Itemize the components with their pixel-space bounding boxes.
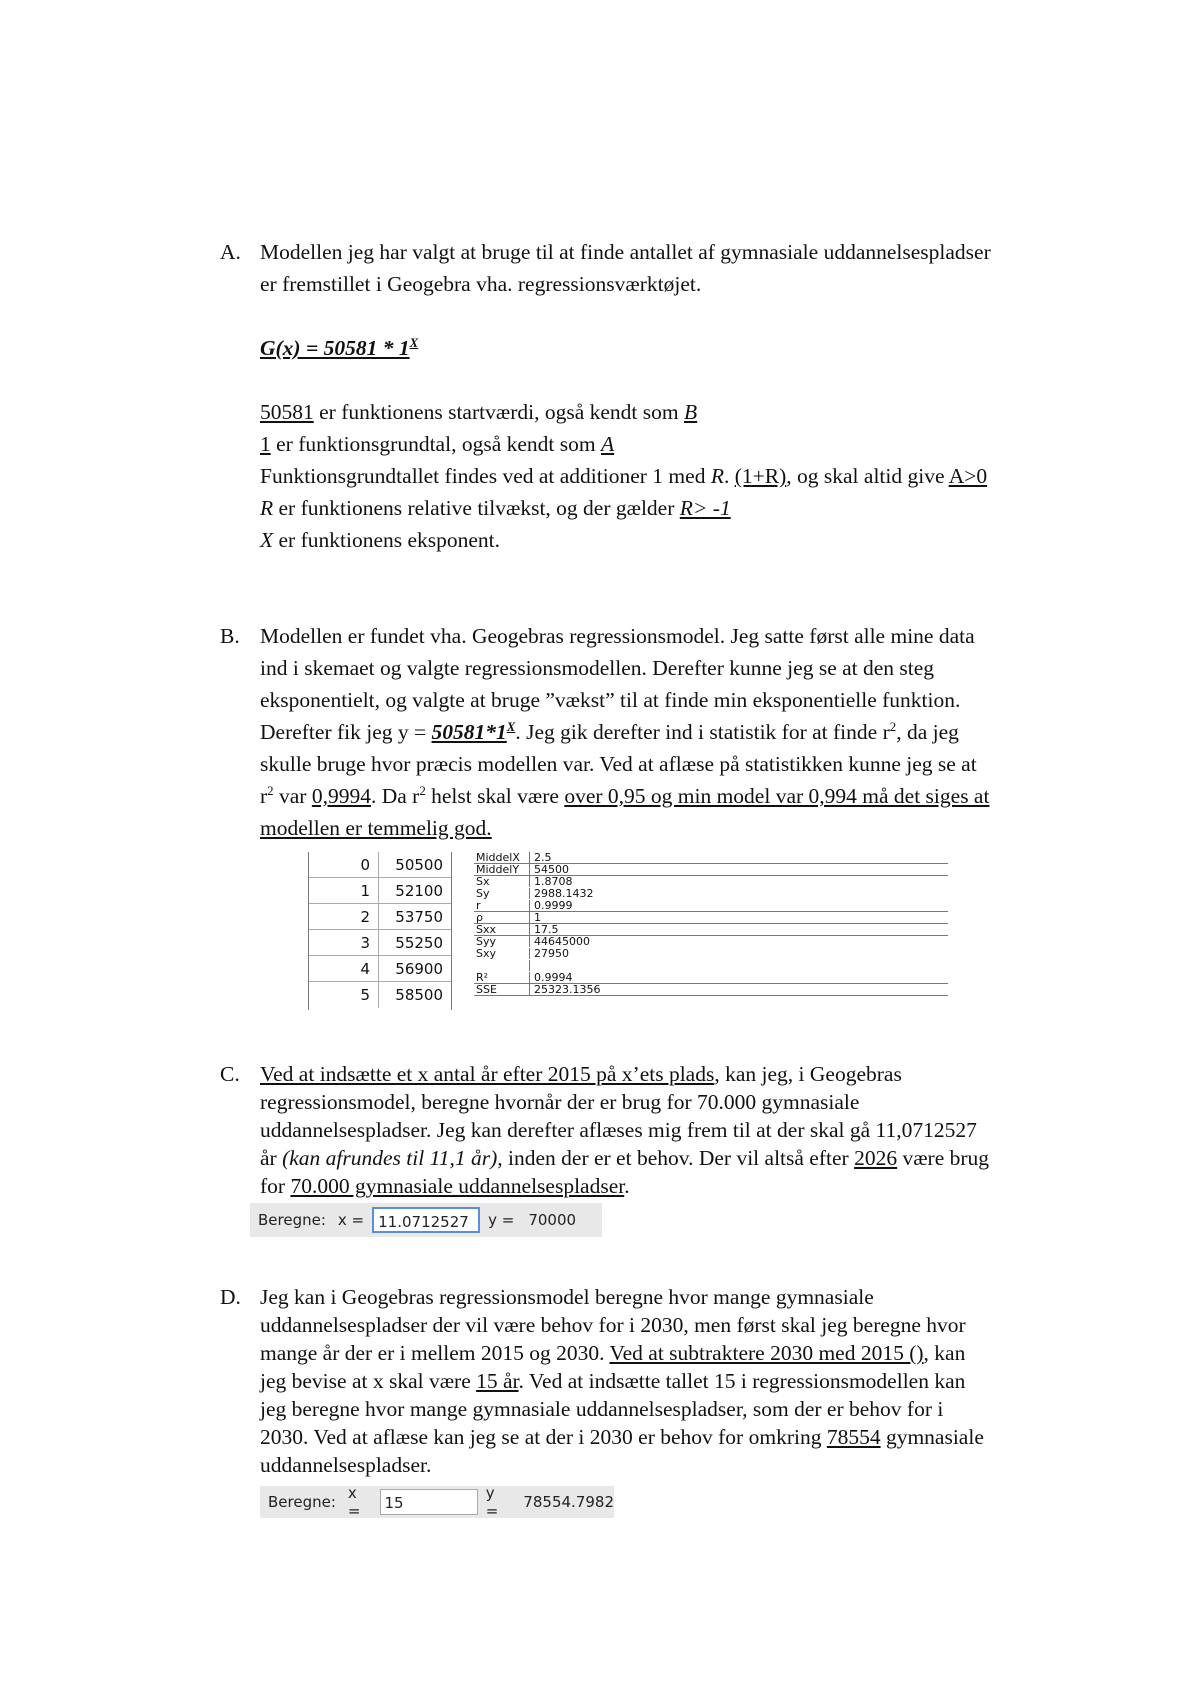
calculate-bar bbox=[250, 1203, 602, 1237]
paragraph-line: uddannelsespladser. Jeg kan derefter aflæses mig frem til at der skal gå 11,0712527 bbox=[260, 1118, 977, 1142]
section-c bbox=[220, 1060, 1100, 1200]
paragraph-line: er fremstillet i Geogebra vha. regressionsværktøjet. bbox=[260, 272, 702, 296]
paragraph-line: skulle bruge hvor præcis modellen var. Ved at aflæse på statistikken kunne jeg se at bbox=[260, 752, 977, 776]
stat-row: R² 0.9994 bbox=[474, 972, 948, 984]
calculate-label: Beregne: bbox=[258, 1211, 326, 1229]
paragraph-line: Jeg kan i Geogebras regressionsmodel beregne hvor mange gymnasiale bbox=[260, 1285, 874, 1309]
paragraph-line: modellen er temmelig god. bbox=[260, 816, 492, 840]
paragraph-line: eksponentielt, og valgte at bruge ”vækst” til at finde min eksponentielle funktion. bbox=[260, 688, 961, 712]
table-row: 0 50500 bbox=[309, 852, 451, 878]
x-input[interactable]: 11.0712527 bbox=[372, 1207, 480, 1233]
definition-line: 50581 er funktionens startværdi, også kendt som B bbox=[260, 400, 698, 424]
paragraph-line: ind i skemaet og valgte regressionsmodellen. Derefter kunne jeg se at den steg bbox=[260, 656, 935, 680]
section-letter: D. bbox=[220, 1285, 241, 1309]
stat-row: ρ 1 bbox=[474, 912, 948, 924]
stat-row: Syy 44645000 bbox=[476, 935, 590, 948]
y-value: 70000 bbox=[528, 1211, 577, 1229]
stat-row: MiddelY 54500 bbox=[474, 864, 948, 876]
table-row: 4 56900 bbox=[309, 956, 451, 982]
paragraph-line: mange år der er i mellem 2015 og 2030. Ved at subtraktere 2030 med 2015 (), kan bbox=[260, 1341, 966, 1365]
stat-row: Sx 1.8708 bbox=[476, 875, 573, 888]
paragraph-line: Modellen jeg har valgt at bruge til at finde antallet af gymnasiale uddannelsespladser bbox=[260, 240, 991, 264]
section-b bbox=[220, 620, 1100, 844]
model-formula: $G(x) = 50581 * 1^X$ bbox=[260, 335, 419, 360]
stat-row: Sxy 27950 bbox=[476, 947, 569, 960]
stat-row: SSE 25323.1356 bbox=[474, 984, 948, 996]
section-letter: A. bbox=[220, 240, 241, 264]
paragraph-line: år (kan afrundes til 11,1 år), inden der er et behov. Der vil altså efter 2026 være brug bbox=[260, 1146, 990, 1170]
table-row: 5 58500 bbox=[309, 982, 451, 1008]
paragraph-line: Modellen er fundet vha. Geogebras regressionsmodel. Jeg satte først alle mine data bbox=[260, 624, 975, 648]
y-label: y = bbox=[485, 1484, 499, 1520]
stat-row: MiddelX 2.5 bbox=[474, 852, 948, 864]
data-table bbox=[308, 852, 452, 1010]
paragraph-line: for 70.000 gymnasiale uddannelsespladser. bbox=[260, 1174, 630, 1198]
definition-line: R er funktionens relative tilvækst, og der gælder R> -1 bbox=[260, 496, 731, 520]
stat-row: Sxx 17.5 bbox=[474, 924, 948, 936]
section-d bbox=[220, 1283, 1100, 1479]
paragraph-line: Derefter fik jeg $y = 50581*1^X$. Jeg gik derefter ind i statistik for at finde $r^2$, da jeg bbox=[260, 719, 959, 744]
paragraph-line: 2030. Ved at aflæse kan jeg se at der i 2030 er behov for omkring 78554 gymnasiale bbox=[260, 1425, 984, 1449]
x-label: x = bbox=[337, 1211, 365, 1229]
definition-line: Funktionsgrundtallet findes ved at additioner 1 med R. (1+R), og skal altid give A>0 bbox=[260, 464, 988, 488]
section-letter: B. bbox=[220, 624, 240, 648]
paragraph-line: $r^2$ var 0,9994. Da $r^2$ helst skal være over 0,95 og min model var 0,994 må det siges at bbox=[260, 783, 990, 808]
table-row: 3 55250 bbox=[309, 930, 451, 956]
definition-line: 1 er funktionsgrundtal, også kendt som A bbox=[260, 432, 615, 456]
paragraph-line: uddannelsespladser. bbox=[260, 1453, 432, 1477]
statistics-table bbox=[474, 852, 948, 1010]
stat-row: r 0.9999 bbox=[474, 900, 948, 912]
definition-line: X er funktionens eksponent. bbox=[260, 528, 501, 552]
calculate-label: Beregne: bbox=[268, 1493, 336, 1511]
x-input[interactable]: 15 bbox=[380, 1489, 478, 1515]
y-label: y = bbox=[488, 1211, 515, 1229]
stat-row: Sy 2988.1432 bbox=[476, 887, 594, 900]
paragraph-line: regressionsmodel, beregne hvornår der er brug for 70.000 gymnasiale bbox=[260, 1090, 860, 1114]
paragraph-line: jeg bevise at x skal være 15 år. Ved at indsætte tallet 15 i regressionsmodellen kan bbox=[260, 1369, 966, 1393]
paragraph-line: uddannelsespladser der vil være behov for i 2030, men først skal jeg beregne hvor bbox=[260, 1313, 966, 1337]
table-row: 2 53750 bbox=[309, 904, 451, 930]
paragraph-line: Ved at indsætte et x antal år efter 2015 på x’ets plads, kan jeg, i Geogebras bbox=[260, 1062, 902, 1086]
calculate-bar bbox=[260, 1486, 614, 1518]
y-value: 78554.7982 bbox=[523, 1493, 615, 1511]
regression-table bbox=[308, 852, 948, 1010]
x-label: x = bbox=[347, 1484, 361, 1520]
paragraph-line: jeg beregne hvor mange gymnasiale uddannelsespladser, som der er behov for i bbox=[260, 1397, 944, 1421]
section-letter: C. bbox=[220, 1062, 240, 1086]
section-a bbox=[220, 236, 1100, 556]
table-row: 1 52100 bbox=[309, 878, 451, 904]
